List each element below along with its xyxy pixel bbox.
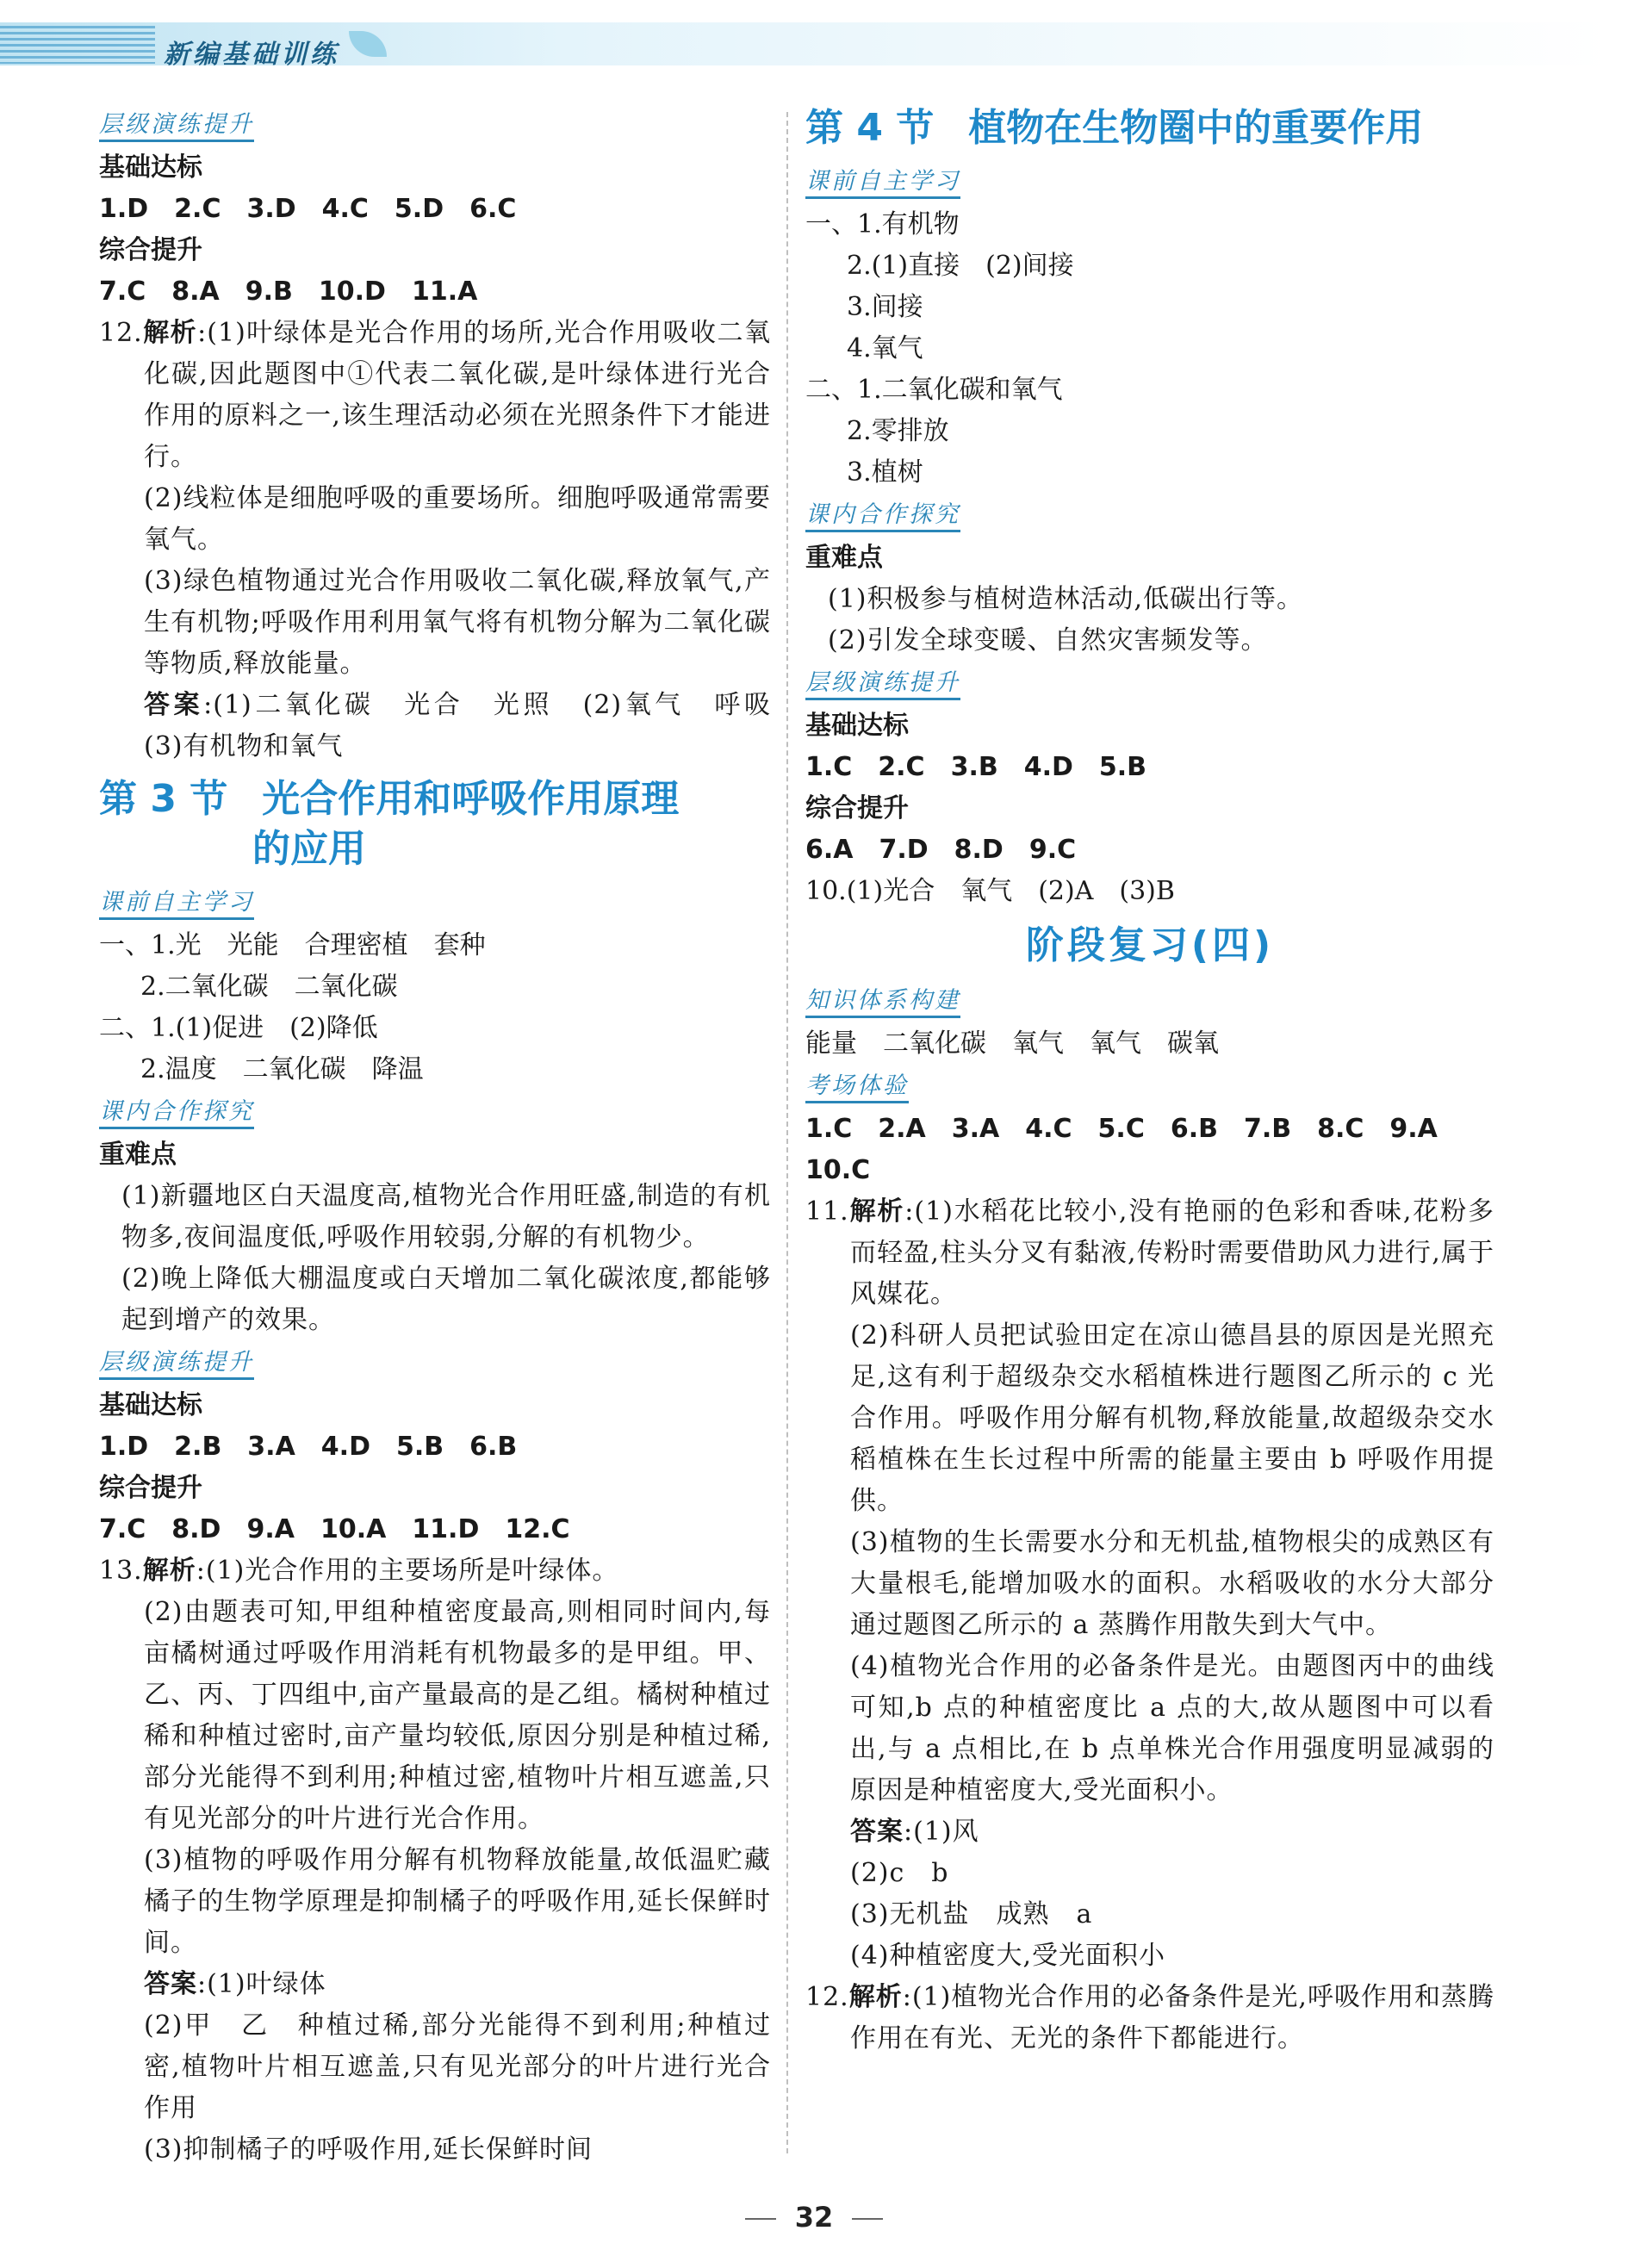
answer-paragraph: (3)抑制橘子的呼吸作用,延长保鲜时间: [144, 2134, 593, 2165]
header-stripes-decoration: [0, 26, 155, 64]
key-point-paragraph: (2)晚上降低大棚温度或白天增加二氧化碳浓度,都能够起到增产的效果。: [121, 1264, 771, 1335]
answer-line: 6.A 7.D 8.D 9.C: [805, 835, 1077, 865]
answer-line: 1.D 2.C 3.D 4.C 5.D 6.C: [99, 194, 517, 224]
answer-paragraph: 答案:(1)风: [850, 1817, 979, 1847]
key-point-paragraph: (2)引发全球变暖、自然灾害频发等。: [828, 625, 1268, 656]
answer-line: 3.植树: [847, 457, 923, 488]
subheading: 重难点: [99, 1140, 177, 1170]
section-4-title: 第 4 节 植物在生物圈中的重要作用: [805, 106, 1424, 150]
subheading: 综合提升: [805, 793, 909, 823]
section-tag: 课前自主学习: [99, 888, 254, 920]
answer-paragraph: (2)c b: [850, 1858, 949, 1888]
key-point-paragraph: (1)积极参与植树造林活动,低碳出行等。: [828, 584, 1304, 614]
answer-line: 二、1.(1)促进 (2)降低: [99, 1013, 378, 1043]
section-tag: 层级演练提升: [99, 110, 254, 142]
answer-line: 2.二氧化碳 二氧化碳: [140, 972, 398, 1002]
analysis-paragraph: (2)线粒体是细胞呼吸的重要场所。细胞呼吸通常需要氧气。: [144, 483, 771, 555]
answer-paragraph: (4)种植密度大,受光面积小: [850, 1941, 1166, 1971]
subheading: 综合提升: [99, 1473, 202, 1503]
answer-line: 1.C 2.C 3.B 4.D 5.B: [805, 752, 1147, 782]
subheading: 基础达标: [99, 152, 202, 183]
answer-line: 一、1.有机物: [805, 209, 960, 239]
answer-paragraph: 答案:(1)叶绿体: [144, 1969, 326, 1999]
analysis-paragraph: (4)植物光合作用的必备条件是光。由题图丙中的曲线可知,b 点的种植密度比 a 点的大,故从题图中可以看出,与 a 点相比,在 b 点单株光合作用强度明显减弱的原因是种植密度大,受光面积小。: [850, 1651, 1494, 1805]
answer-paragraph: 答案:(1)二氧化碳 光合 光照 (2)氧气 呼吸 (3)有机物和氧气: [144, 690, 798, 761]
answer-line: 3.间接: [847, 292, 923, 322]
analysis-paragraph: (3)绿色植物通过光合作用吸收二氧化碳,释放氧气,产生有机物;呼吸作用利用氧气将有机物分解为二氧化碳等物质,释放能量。: [144, 566, 771, 679]
answer-paragraph: (3)无机盐 成熟 a: [850, 1899, 1093, 1929]
answer-line: 2.零排放: [847, 416, 949, 446]
section-tag: 课前自主学习: [805, 167, 960, 199]
book-title: 新编基础训练: [164, 40, 339, 70]
analysis-paragraph: (2)由题表可知,甲组种植密度最高,则相同时间内,每亩橘树通过呼吸作用消耗有机物最多的是甲组。甲、乙、丙、丁四组中,亩产量最高的是乙组。橘树种植过稀和种植过密时,亩产量均较低,原因分别是种植过稀,部分光能得不到利用;种植过密,植物叶片相互遮盖,只有见光部分的叶片进行光合作用。: [144, 1597, 771, 1834]
subheading: 重难点: [805, 543, 883, 573]
left-column: [99, 103, 798, 2171]
subheading: 基础达标: [99, 1390, 202, 1420]
footer-dash: [852, 2218, 883, 2220]
answer-line: 7.C 8.D 9.A 10.A 11.D 12.C: [99, 1514, 570, 1544]
page-footer: [0, 2201, 1628, 2234]
answer-line: 能量 二氧化碳 氧气 氧气 碳氧: [805, 1028, 1219, 1059]
key-point-paragraph: (1)新疆地区白天温度高,植物光合作用旺盛,制造的有机物多,夜间温度低,呼吸作用较弱,分解的有机物少。: [121, 1181, 771, 1252]
right-column: [805, 103, 1494, 2060]
answer-paragraph: (2)甲 乙 种植过稀,部分光能得不到利用;种植过密,植物叶片相互遮盖,只有见光部分的叶片进行光合作用: [144, 2010, 771, 2123]
answer-line: 1.C 2.A 3.A 4.C 5.C 6.B 7.B 8.C 9.A: [805, 1114, 1438, 1144]
answer-line: 2.(1)直接 (2)间接: [847, 251, 1074, 281]
section-tag: 知识体系构建: [805, 986, 960, 1018]
answer-line: 10.(1)光合 氧气 (2)A (3)B: [805, 876, 1175, 906]
analysis-paragraph: (3)植物的呼吸作用分解有机物释放能量,故低温贮藏橘子的生物学原理是抑制橘子的呼吸作用,延长保鲜时间。: [144, 1845, 771, 1958]
question-13-analysis: 13.解析:(1)光合作用的主要场所是叶绿体。: [99, 1556, 619, 1586]
subheading: 综合提升: [99, 235, 202, 265]
footer-dash: [745, 2218, 776, 2220]
answer-line: 4.氧气: [847, 333, 923, 364]
section-tag: 层级演练提升: [99, 1348, 254, 1380]
section-tag: 课内合作探究: [99, 1097, 254, 1129]
subheading: 基础达标: [805, 711, 909, 741]
question-12-analysis: 12.解析:(1)植物光合作用的必备条件是光,呼吸作用和蒸腾作用在有光、无光的条件下都能进行。: [805, 1982, 1495, 2054]
section-tag: 层级演练提升: [805, 668, 960, 700]
answer-line: 二、1.二氧化碳和氧气: [805, 375, 1063, 405]
section-3-title: 第 3 节 光合作用和呼吸作用原理 的应用: [99, 777, 680, 871]
answer-line: 7.C 8.A 9.B 10.D 11.A: [99, 277, 478, 307]
page-header: [0, 0, 1628, 86]
analysis-paragraph: (3)植物的生长需要水分和无机盐,植物根尖的成熟区有大量根毛,能增加吸水的面积。水稻吸收的水分大部分通过题图乙所示的 a 蒸腾作用散失到大气中。: [850, 1527, 1494, 1640]
page-number: 32: [794, 2201, 834, 2234]
answer-line: 10.C: [805, 1155, 871, 1185]
section-tag: 课内合作探究: [805, 500, 960, 532]
column-divider: [786, 112, 788, 2153]
answer-line: 一、1.光 光能 合理密植 套种: [99, 930, 486, 960]
answer-line: 2.温度 二氧化碳 降温: [140, 1054, 424, 1084]
section-tag: 考场体验: [805, 1072, 909, 1103]
question-11-analysis: 11.解析:(1)水稻花比较小,没有艳丽的色彩和香味,花粉多而轻盈,柱头分叉有黏液,传粉时需要借助风力进行,属于风媒花。: [805, 1196, 1494, 1309]
stage-review-title: 阶段复习(四): [1025, 923, 1275, 967]
answer-line: 1.D 2.B 3.A 4.D 5.B 6.B: [99, 1432, 518, 1462]
analysis-paragraph: (2)科研人员把试验田定在凉山德昌县的原因是光照充足,这有利于超级杂交水稻植株进行题图乙所示的 c 光合作用。呼吸作用分解有机物,释放能量,故超级杂交水稻植株在生长过程中所需的能量主要由 b 呼吸作用提供。: [850, 1320, 1494, 1516]
question-12-analysis: 12.解析:(1)叶绿体是光合作用的场所,光合作用吸收二氧化碳,因此题图中①代表二氧化碳,是叶绿体进行光合作用的原料之一,该生理活动必须在光照条件下才能进行。: [99, 318, 771, 472]
